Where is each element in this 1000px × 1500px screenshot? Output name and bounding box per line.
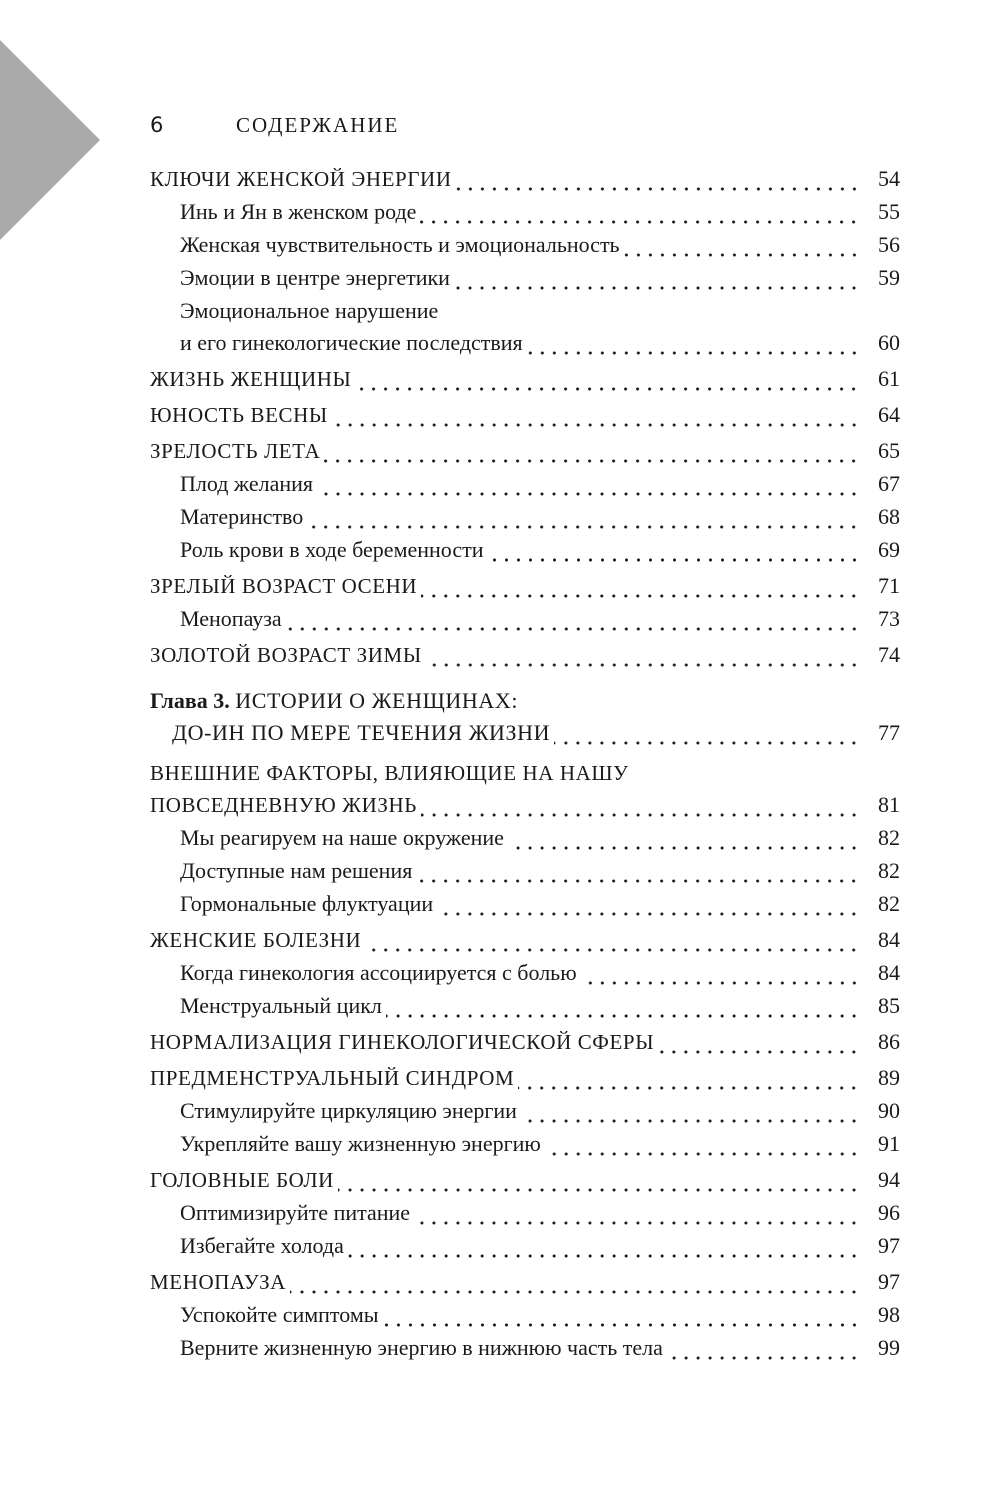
toc-entry-title: Плод желания [180, 471, 314, 496]
toc-entry-title: Укрепляйте вашу жизненную энергию [180, 1131, 541, 1156]
toc-entry-subsection[interactable] [150, 888, 900, 920]
toc-entry-subsection[interactable] [150, 822, 900, 854]
toc-entry-page: 98 [878, 1302, 900, 1327]
leader-dots [658, 1026, 860, 1058]
leader-dots [317, 468, 860, 500]
toc-entry-title-line-1: Эмоциональное нарушение [180, 298, 439, 323]
toc-entry-subsection[interactable] [150, 295, 900, 359]
leader-dots [667, 1332, 860, 1364]
toc-entry-title: ЮНОСТЬ ВЕСНЫ [150, 403, 328, 427]
toc-entry-page: 89 [878, 1065, 900, 1090]
leader-dots [414, 1197, 860, 1229]
leader-dots [508, 822, 860, 854]
leader-dots [437, 888, 860, 920]
toc-entry-page: 74 [878, 642, 900, 667]
leader-dots [286, 603, 860, 635]
toc-entry-section[interactable] [150, 1062, 900, 1094]
toc-entry-title: ПРЕДМЕНСТРУАЛЬНЫЙ СИНДРОМ [150, 1066, 515, 1090]
toc-entry-subsection[interactable] [150, 855, 900, 887]
leader-dots [488, 534, 861, 566]
leader-dots [338, 1164, 860, 1196]
toc-entry-page: 54 [878, 166, 900, 191]
toc-entry-page: 56 [878, 232, 900, 257]
toc-entry-section[interactable] [150, 363, 900, 395]
toc-entry-page: 97 [878, 1269, 900, 1294]
toc-entry-page: 84 [878, 960, 900, 985]
leader-dots [416, 855, 860, 887]
toc-entry-section[interactable] [150, 1164, 900, 1196]
toc-entry-page: 99 [878, 1335, 900, 1360]
toc-entry-title: Роль крови в ходе беременности [180, 537, 484, 562]
toc-entry-chapter-3[interactable] [150, 685, 900, 749]
toc-entry-subsection[interactable] [150, 1197, 900, 1229]
toc-entry-title: Менопауза [180, 606, 282, 631]
leader-dots [527, 327, 860, 359]
toc-entry-title: Избегайте холода [180, 1233, 344, 1258]
leader-dots [554, 717, 860, 749]
toc-entry-page: 94 [878, 1167, 900, 1192]
toc-entry-title-line-2: и его гинекологические последствия [180, 330, 523, 355]
leader-dots [383, 1299, 860, 1331]
toc-entry-section[interactable] [150, 1026, 900, 1058]
toc-entry-subsection[interactable] [150, 1299, 900, 1331]
toc-entry-section[interactable] [150, 163, 900, 195]
leader-dots [545, 1128, 860, 1160]
leader-dots [624, 229, 860, 261]
toc-entry-page: 85 [878, 993, 900, 1018]
toc-entry-page: 64 [878, 402, 900, 427]
leader-dots [355, 363, 860, 395]
leader-dots [421, 570, 860, 602]
toc-entry-page: 90 [878, 1098, 900, 1123]
toc-entry-page: 96 [878, 1200, 900, 1225]
toc-entry-page: 82 [878, 825, 900, 850]
toc-entry-section[interactable] [150, 639, 900, 671]
toc-entry-subsection[interactable] [150, 1230, 900, 1262]
toc-entry-title: ЗРЕЛЫЙ ВОЗРАСТ ОСЕНИ [150, 574, 418, 598]
toc-entry-section[interactable] [150, 435, 900, 467]
leader-dots [581, 957, 860, 989]
toc-entry-section[interactable] [150, 757, 900, 821]
toc-entry-subsection[interactable] [150, 1128, 900, 1160]
running-title: СОДЕРЖАНИЕ [236, 113, 400, 137]
chapter-title-line-2: ДО-ИН ПО МЕРЕ ТЕЧЕНИЯ ЖИЗНИ [172, 720, 551, 745]
toc-entry-title: Женская чувствительность и эмоциональность [180, 232, 620, 257]
toc-entry-subsection[interactable] [150, 603, 900, 635]
leader-dots [290, 1266, 860, 1298]
leader-dots [518, 1062, 860, 1094]
toc-entry-section[interactable] [150, 1266, 900, 1298]
toc-entry-page: 84 [878, 927, 900, 952]
chapter-title-line-1: ИСТОРИИ О ЖЕНЩИНАХ: [235, 688, 519, 713]
leader-dots [365, 924, 860, 956]
toc-entry-section[interactable] [150, 399, 900, 431]
toc-entry-title: Менструальный цикл [180, 993, 382, 1018]
toc-entry-title: Стимулируйте циркуляцию энергии [180, 1098, 517, 1123]
toc-entry-title: Доступные нам решения [180, 858, 413, 883]
toc-entry-title: Материнство [180, 504, 304, 529]
toc-entry-subsection[interactable] [150, 196, 900, 228]
toc-entry-title: МЕНОПАУЗА [150, 1270, 286, 1294]
chapter-label: Глава 3. [150, 688, 230, 713]
leader-dots [420, 196, 860, 228]
toc-entry-page: 68 [878, 504, 900, 529]
toc-entry-title: ЖЕНСКИЕ БОЛЕЗНИ [150, 928, 362, 952]
toc-entry-title: Верните жизненную энергию в нижнюю часть тела [180, 1335, 663, 1360]
toc-entry-title: ЗОЛОТОЙ ВОЗРАСТ ЗИМЫ [150, 643, 422, 667]
toc-entry-title: Успокойте симптомы [180, 1302, 379, 1327]
toc-entry-page: 86 [878, 1029, 900, 1054]
toc-entry-subsection[interactable] [150, 501, 900, 533]
toc-entry-page: 59 [878, 265, 900, 290]
leader-dots [386, 990, 860, 1022]
toc-entry-page: 82 [878, 891, 900, 916]
toc-entry-page: 97 [878, 1233, 900, 1258]
toc-entry-page: 55 [878, 199, 900, 224]
leader-dots [426, 639, 860, 671]
toc-entry-subsection[interactable] [150, 534, 900, 566]
toc-entry-subsection[interactable] [150, 229, 900, 261]
toc-entry-page: 71 [878, 573, 900, 598]
toc-entry-title: Мы реагируем на наше окружение [180, 825, 504, 850]
toc-entry-title-line-2: ПОВСЕДНЕВНУЮ ЖИЗНЬ [150, 793, 417, 817]
toc-entry-page: 60 [878, 330, 900, 355]
toc-entry-title: ЗРЕЛОСТЬ ЛЕТА [150, 439, 321, 463]
page-number: 6 [150, 113, 164, 137]
toc-entry-page: 73 [878, 606, 900, 631]
leader-dots [348, 1230, 860, 1262]
leader-dots [456, 163, 860, 195]
leader-dots [454, 262, 860, 294]
toc-entry-page: 69 [878, 537, 900, 562]
toc-entry-title: КЛЮЧИ ЖЕНСКОЙ ЭНЕРГИИ [150, 167, 452, 191]
toc-entry-section[interactable] [150, 570, 900, 602]
toc-entry-subsection[interactable] [150, 262, 900, 294]
toc-entry-title: Эмоции в центре энергетики [180, 265, 450, 290]
toc-entry-title-line-1: ВНЕШНИЕ ФАКТОРЫ, ВЛИЯЮЩИЕ НА НАШУ [150, 761, 629, 785]
leader-dots [307, 501, 860, 533]
toc-entry-page: 67 [878, 471, 900, 496]
toc-entry-page: 77 [878, 720, 900, 745]
table-of-contents [150, 159, 900, 1364]
toc-entry-subsection[interactable] [150, 990, 900, 1022]
toc-entry-title: Инь и Ян в женском роде [180, 199, 417, 224]
toc-entry-page: 91 [878, 1131, 900, 1156]
leader-dots [332, 399, 860, 431]
toc-entry-title: ЖИЗНЬ ЖЕНЩИНЫ [150, 367, 352, 391]
toc-entry-page: 61 [878, 366, 900, 391]
running-head [150, 110, 400, 140]
toc-entry-subsection[interactable] [150, 1332, 900, 1364]
toc-entry-section[interactable] [150, 924, 900, 956]
toc-entry-title: Оптимизируйте питание [180, 1200, 411, 1225]
toc-entry-subsection[interactable] [150, 1095, 900, 1127]
page-corner-marker [0, 40, 100, 240]
toc-entry-page: 82 [878, 858, 900, 883]
toc-entry-title: Гормональные флуктуации [180, 891, 434, 916]
toc-entry-title: Когда гинекология ассоциируется с болью [180, 960, 577, 985]
toc-entry-title: НОРМАЛИЗАЦИЯ ГИНЕКОЛОГИЧЕСКОЙ СФЕРЫ [150, 1030, 655, 1054]
toc-entry-subsection[interactable] [150, 468, 900, 500]
leader-dots [324, 435, 860, 467]
toc-entry-title: ГОЛОВНЫЕ БОЛИ [150, 1168, 334, 1192]
leader-dots [421, 789, 860, 821]
toc-entry-page: 81 [878, 792, 900, 817]
toc-entry-page: 65 [878, 438, 900, 463]
toc-entry-subsection[interactable] [150, 957, 900, 989]
leader-dots [521, 1095, 860, 1127]
